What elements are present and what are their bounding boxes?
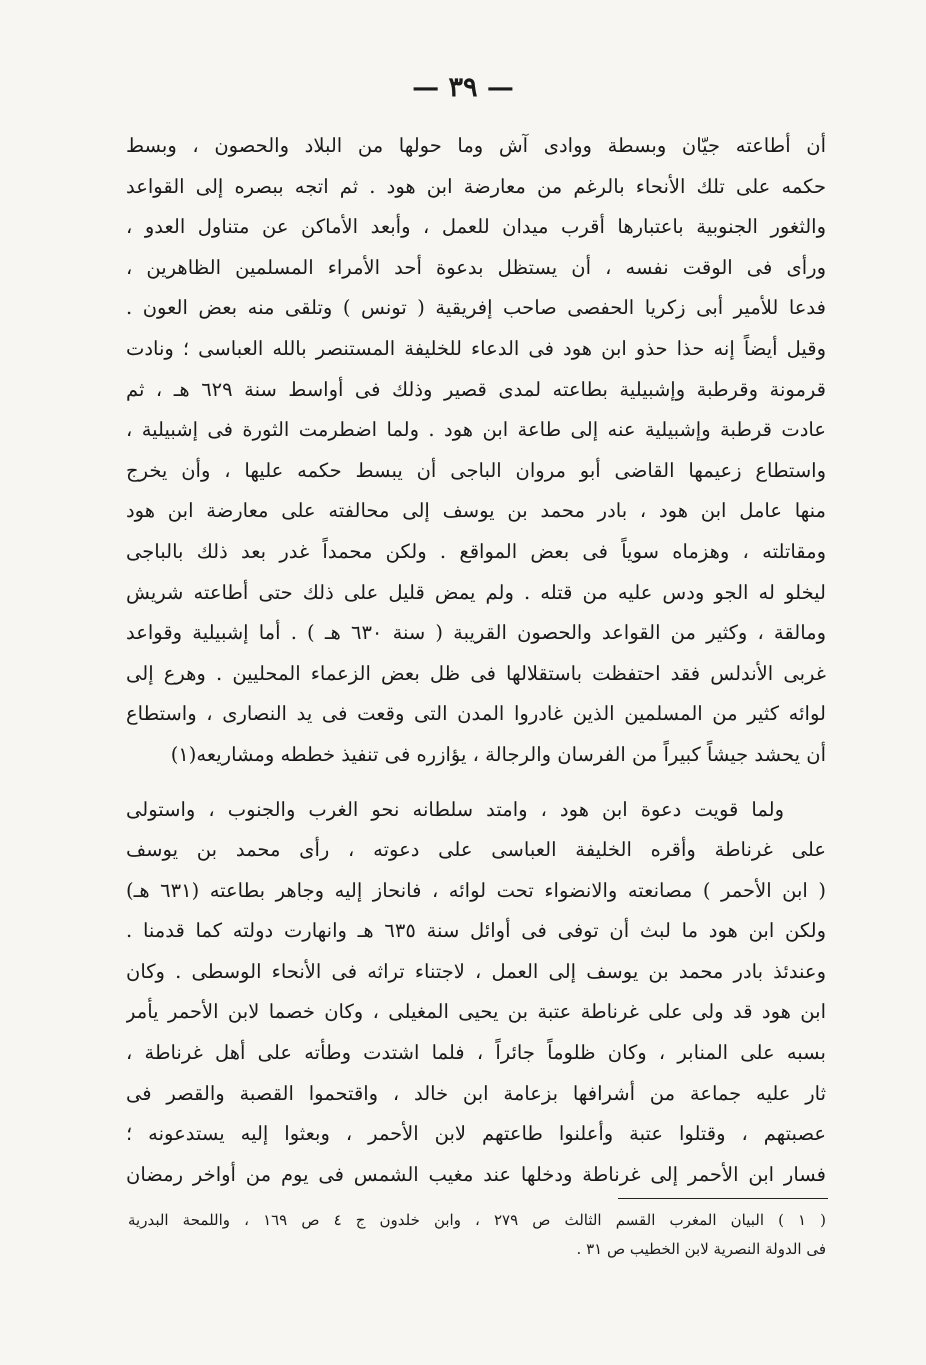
text-line: ولما قويت دعوة ابن هود ، وامتد سلطانه نحو الغرب والجنوب ، واستولى [126,797,784,821]
footnote-line: فى الدولة النصرية لابن الخطيب ص ٣١ . [576,1240,826,1258]
text-line: وقيل أيضاً إنه حذا حذو ابن هود فى الدعاء للخليفة المستنصر بالله العباسى ؛ ونادت [126,336,826,360]
footnote-line: ( ١ ) البيان المغرب القسم الثالث ص ٢٧٩ ، وابن خلدون ج ٤ ص ١٦٩ ، واللمحة البدرية [128,1211,826,1229]
text-line: ورأى فى الوقت نفسه ، أن يستظل بدعوة أحد الأمراء المسلمين الظاهرين ، [126,255,826,279]
text-line: لوائه كثير من المسلمين الذين غادروا المدن التى وقعت فى يد النصارى ، واستطاع [126,702,826,726]
text-line: ليخلو له الجو ودس عليه من قتله . ولم يمض قليل على ذلك حتى أطاعته شريش [126,580,826,604]
text-line: عصبتهم ، وقتلوا عتبة وأعلنوا طاعتهم لابن الأحمر ، وبعثوا إليه يستدعونه ؛ [126,1122,826,1146]
footnotes [128,1206,826,1264]
text-line: أن أطاعته جيّان وبسطة ووادى آش وما حولها من البلاد والحصون ، وبسط [126,134,826,157]
paragraph-1 [126,126,826,776]
text-line: حكمه على تلك الأنحاء بالرغم من معارضة ابن هود . ثم اتجه ببصره إلى القواعد [126,174,826,198]
text-line: واستطاع زعيمها القاضى أبو مروان الباجى أن يبسط حكمه عليها ، وأن يخرج [126,458,826,482]
text-line: أن يحشد جيشاً كبيراً من الفرسان والرجالة ، يؤازره فى تنفيذ خططه ومشاريعه(١) [170,742,826,766]
text-line: على غرناطة وأقره الخليفة العباسى على دعوته ، رأى محمد بن يوسف [126,838,826,862]
main-text [126,126,826,1195]
text-line: عادت قرطبة وإشبيلية عنه إلى طاعة ابن هود . ولما اضطرمت الثورة فى إشبيلية ، [126,418,826,442]
text-line: ومقاتلته ، وهزماه سوياً فى بعض المواقع . ولكن محمداً غدر بعد ذلك بالباجى [126,539,826,563]
text-line: غربى الأندلس فقد احتفظت باستقلالها فى ظل بعض الزعماء المحليين . وهرع إلى [126,661,826,685]
text-line: ومالقة ، وكثير من القواعد والحصون القريبة ( سنة ٦٣٠ هـ ) . أما إشبيلية وقواعد [126,621,826,645]
text-line: بسبه على المنابر ، وكان ظلوماً جائراً ، فلما اشتدت وطأته على أهل غرناطة ، [126,1041,826,1065]
text-line: ثار عليه جماعة من أشرافها بزعامة ابن خالد ، واقتحموا القصبة والقصر فى [126,1081,826,1105]
text-line: قرمونة وقرطبة وإشبيلية بطاعته لمدى قصير وذلك فى أواسط سنة ٦٢٩ هـ ، ثم [126,377,826,401]
paragraph-gap [126,776,826,790]
text-line: وعندئذ بادر محمد بن يوسف إلى العمل ، لاجتناء تراثه فى الأنحاء الوسطى . وكان [126,959,826,983]
footnote-separator [618,1198,828,1199]
text-line: فسار ابن الأحمر إلى غرناطة ودخلها عند مغيب الشمس فى يوم من أواخر رمضان [126,1162,826,1186]
text-line: منها عامل ابن هود ، بادر محمد بن يوسف إلى محالفته على معارضة ابن هود [126,499,826,523]
text-line: ولكن ابن هود ما لبث أن توفى فى أوائل سنة ٦٣٥ هـ وانهارت دولته كما قدمنا . [126,919,826,943]
text-line: ابن هود قد ولى على غرناطة عتبة بن يحيى المغيلى ، وكان خصما لابن الأحمر يأمر [126,1000,826,1024]
text-line: فدعا للأمير أبى زكريا الحفصى صاحب إفريقية ( تونس ) وتلقى منه بعض العون . [126,296,826,320]
page-number: — ٣٩ — [412,72,514,103]
paragraph-2 [126,790,826,1196]
text-line: ( ابن الأحمر ) مصانعته والانضواء تحت لوائه ، فانحاز إليه وجاهر بطاعته (٦٣١ هـ) [126,878,826,902]
text-line: والثغور الجنوبية باعتبارها أقرب ميدان للعمل ، وأبعد الأماكن عن متناول العدو ، [126,215,826,239]
